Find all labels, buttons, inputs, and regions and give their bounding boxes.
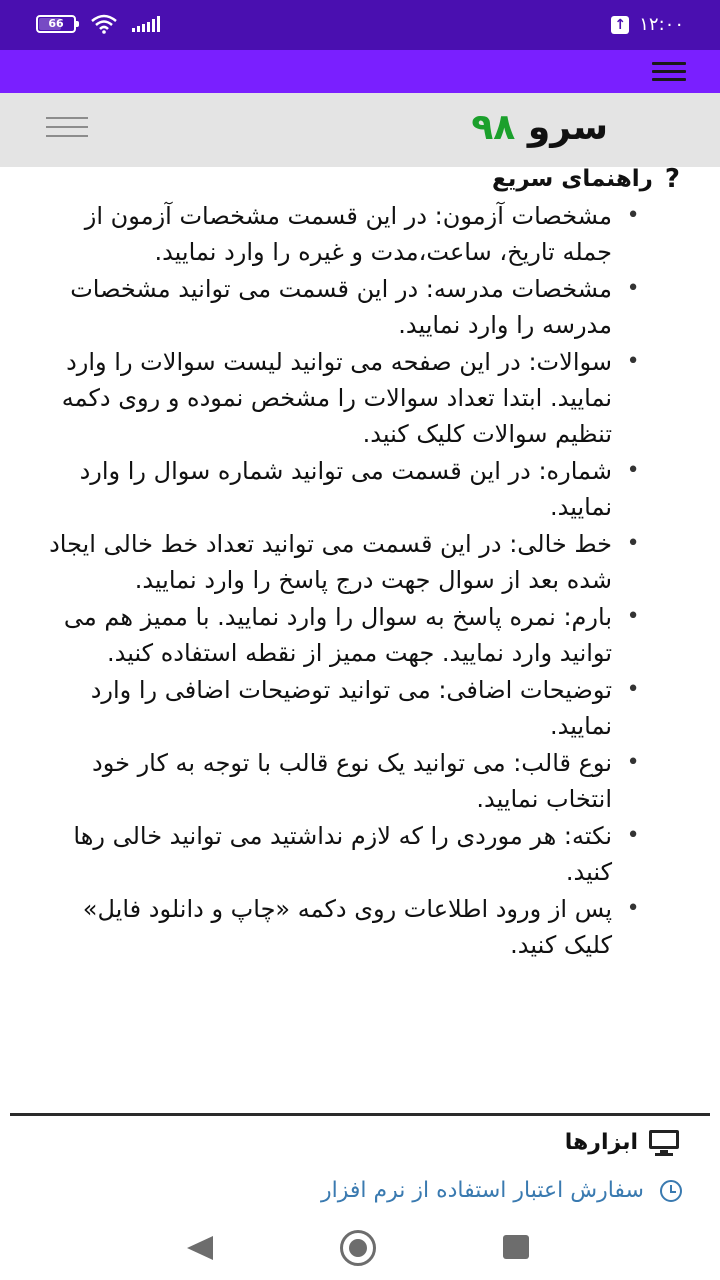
help-heading [0,160,720,198]
battery-percent: 66 [48,17,64,30]
status-bar [0,0,720,50]
section-divider [10,1113,710,1116]
list-item: • نکته: هر موردی را که لازم نداشتید می توانید خالی رها کنید. [40,818,612,890]
list-item: • پس از ورود اطلاعات روی دکمه «چاپ و دانلود فایل» کلیک کنید. [40,891,612,963]
list-item: • مشخصات مدرسه: در این قسمت می توانید مشخصات مدرسه را وارد نمایید. [40,271,612,343]
app-bar [0,50,720,93]
back-icon[interactable] [187,1236,213,1260]
status-time: ۱۲:۰۰ [639,14,684,35]
signal-icon [132,16,160,32]
site-logo[interactable] [471,107,608,148]
wifi-icon [90,14,118,34]
list-item: • مشخصات آزمون: در این قسمت مشخصات آزمون از جمله تاریخ، ساعت،مدت و غیره را وارد نمایید. [40,198,612,270]
help-icon: ? [664,164,680,194]
list-item: • توضیحات اضافی: می توانید توضیحات اضافی را وارد نمایید. [40,672,612,744]
help-title: راهنمای سریع [492,166,653,192]
recent-apps-icon[interactable] [503,1235,529,1259]
brand-name: سرو [527,107,608,148]
system-nav-bar [0,1218,720,1280]
home-icon[interactable] [340,1230,376,1266]
list-item: • سوالات: در این صفحه می توانید لیست سوالات را وارد نمایید. ابتدا تعداد سوالات را مشخص نموده و روی دکمه تنظیم سوالات کلیک کنید. [40,344,612,452]
battery-icon [36,15,76,33]
status-indicators [36,14,160,34]
clock-icon [660,1180,682,1202]
order-credit-link[interactable] [321,1178,682,1203]
list-item: • بارم: نمره پاسخ به سوال را وارد نمایید. با ممیز هم می توانید وارد نمایید. جهت ممیز از نقطه استفاده کنید. [40,599,612,671]
list-item: • نوع قالب: می توانید یک نوع قالب با توجه به کار خود انتخاب نمایید. [40,745,612,817]
tools-heading [565,1128,680,1156]
site-header [0,93,720,167]
tools-title: ابزارها [564,1129,638,1155]
list-item: • شماره: در این قسمت می توانید شماره سوال را وارد نمایید. [40,453,612,525]
nav-toggle-button[interactable] [46,117,88,139]
list-item: • خط خالی: در این قسمت می توانید تعداد خط خالی ایجاد شده بعد از سوال جهت درج پاسخ را وارد نمایید. [40,526,612,598]
brand-number: ۹۸ [471,107,516,148]
menu-icon[interactable] [652,62,686,82]
monitor-icon [648,1128,680,1156]
help-list [0,198,720,963]
help-section [0,160,720,964]
order-credit-label[interactable]: سفارش اعتبار استفاده از نرم افزار [320,1178,644,1203]
upload-icon: ↑ [611,16,629,34]
status-time-group [611,14,684,35]
